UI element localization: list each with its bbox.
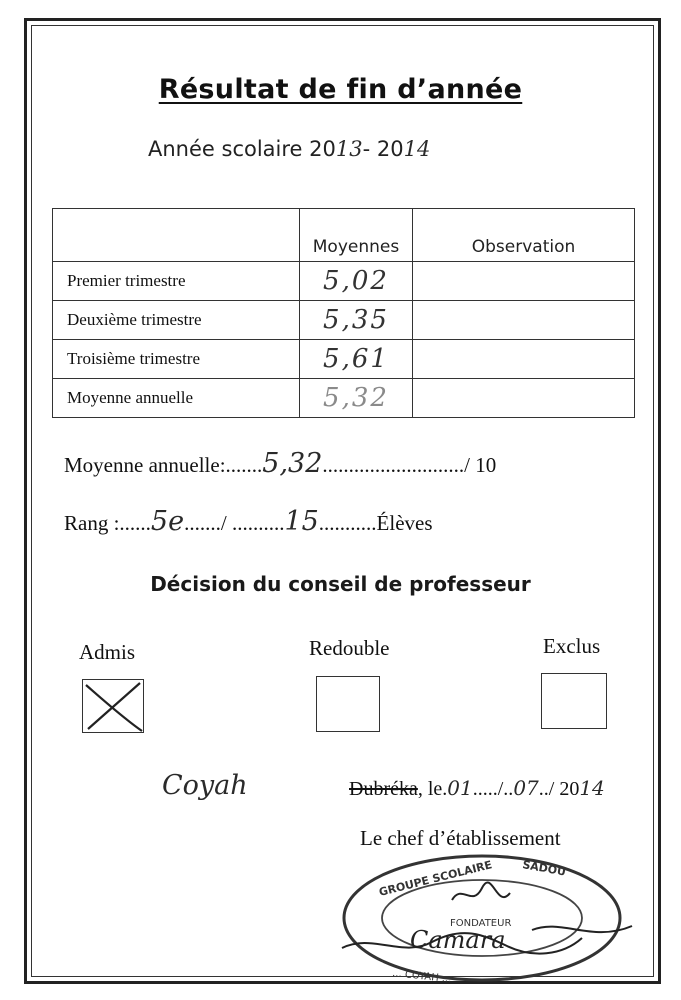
table-header-row <box>53 209 635 262</box>
cross-mark-icon <box>82 679 144 733</box>
signatory-title: Le chef d’établissement <box>360 826 561 850</box>
option-exclus-checkbox[interactable] <box>541 673 607 729</box>
year-separator: - <box>362 137 371 161</box>
table-row <box>53 301 635 340</box>
table-row <box>53 340 635 379</box>
option-admis-label: Admis <box>79 640 136 664</box>
year-handwritten: 14 <box>579 776 605 800</box>
row-moyenne: 5,35 <box>300 301 413 340</box>
dotted-leader: ........................... <box>322 453 465 477</box>
header-observation: Observation <box>413 209 635 262</box>
year-printed: 20 <box>559 778 580 800</box>
eleves-label: Élèves <box>376 511 433 535</box>
option-redouble-checkbox[interactable] <box>316 676 380 732</box>
city-printed-struck: Dubréka <box>349 778 418 800</box>
option-redouble-label: Redouble <box>309 636 390 660</box>
rang-label: Rang : <box>64 511 120 535</box>
grades-table <box>52 208 635 418</box>
moyenne-annuelle-handwritten: 5,32 <box>262 448 323 479</box>
moyenne-annuelle-label: Moyenne annuelle: <box>64 453 226 477</box>
year-end-handwritten: 14 <box>403 137 431 161</box>
school-stamp <box>332 838 652 988</box>
school-year-label: Année scolaire <box>148 137 303 161</box>
dotted-leader: .......... <box>226 511 285 535</box>
table-row <box>53 262 635 301</box>
header-empty <box>53 209 300 262</box>
date-line <box>349 776 605 801</box>
year-end-printed: 20 <box>376 137 404 161</box>
header-moyennes: Moyennes <box>300 209 413 262</box>
option-admis-checkbox[interactable] <box>82 679 144 733</box>
row-label: Deuxième trimestre <box>53 301 300 340</box>
row-observation <box>413 340 635 379</box>
year-start-handwritten: 13 <box>335 137 363 161</box>
eleves-handwritten: 15 <box>284 506 319 537</box>
row-observation <box>413 262 635 301</box>
le-label: , le <box>417 778 443 800</box>
row-label: Premier trimestre <box>53 262 300 301</box>
svg-text:... COYAH ...: ... COYAH ... <box>391 968 452 986</box>
row-moyenne: 5,32 <box>300 379 413 418</box>
svg-text:FONDATEUR: FONDATEUR <box>450 918 512 929</box>
option-exclus-label: Exclus <box>543 634 601 658</box>
row-observation <box>413 379 635 418</box>
dotted-leader: ....... <box>184 511 221 535</box>
year-start-printed: 20 <box>309 137 336 161</box>
day-handwritten: 01 <box>447 776 473 800</box>
row-label: Troisième trimestre <box>53 340 300 379</box>
document-title: Résultat de fin d’année <box>158 74 523 105</box>
row-label: Moyenne annuelle <box>53 379 300 418</box>
rang-handwritten: 5e <box>150 506 185 537</box>
dotted-leader: . <box>442 778 448 800</box>
stamp-seal-icon <box>332 838 652 988</box>
decision-title: Décision du conseil de professeur <box>150 572 531 596</box>
svg-text:SADOU: SADOU <box>521 858 567 879</box>
city-handwritten: Coyah <box>162 770 248 801</box>
rang-line <box>64 506 433 537</box>
row-moyenne: 5,02 <box>300 262 413 301</box>
svg-text:Camara: Camara <box>410 926 506 954</box>
dotted-leader: ../ <box>538 778 560 800</box>
dotted-leader: ........... <box>318 511 377 535</box>
moyenne-annuelle-line <box>64 448 496 479</box>
dotted-leader: ...... <box>119 511 151 535</box>
table-row <box>53 379 635 418</box>
row-moyenne: 5,61 <box>300 340 413 379</box>
svg-text:GROUPE SCOLAIRE: GROUPE SCOLAIRE <box>377 858 494 899</box>
month-handwritten: 07 <box>513 776 539 800</box>
dotted-leader: ....... <box>225 453 263 477</box>
row-observation <box>413 301 635 340</box>
moyenne-annuelle-suffix: / 10 <box>464 453 497 477</box>
rang-separator: / <box>220 511 227 535</box>
dotted-leader: ...../.. <box>472 778 514 800</box>
school-year-line <box>148 137 430 161</box>
